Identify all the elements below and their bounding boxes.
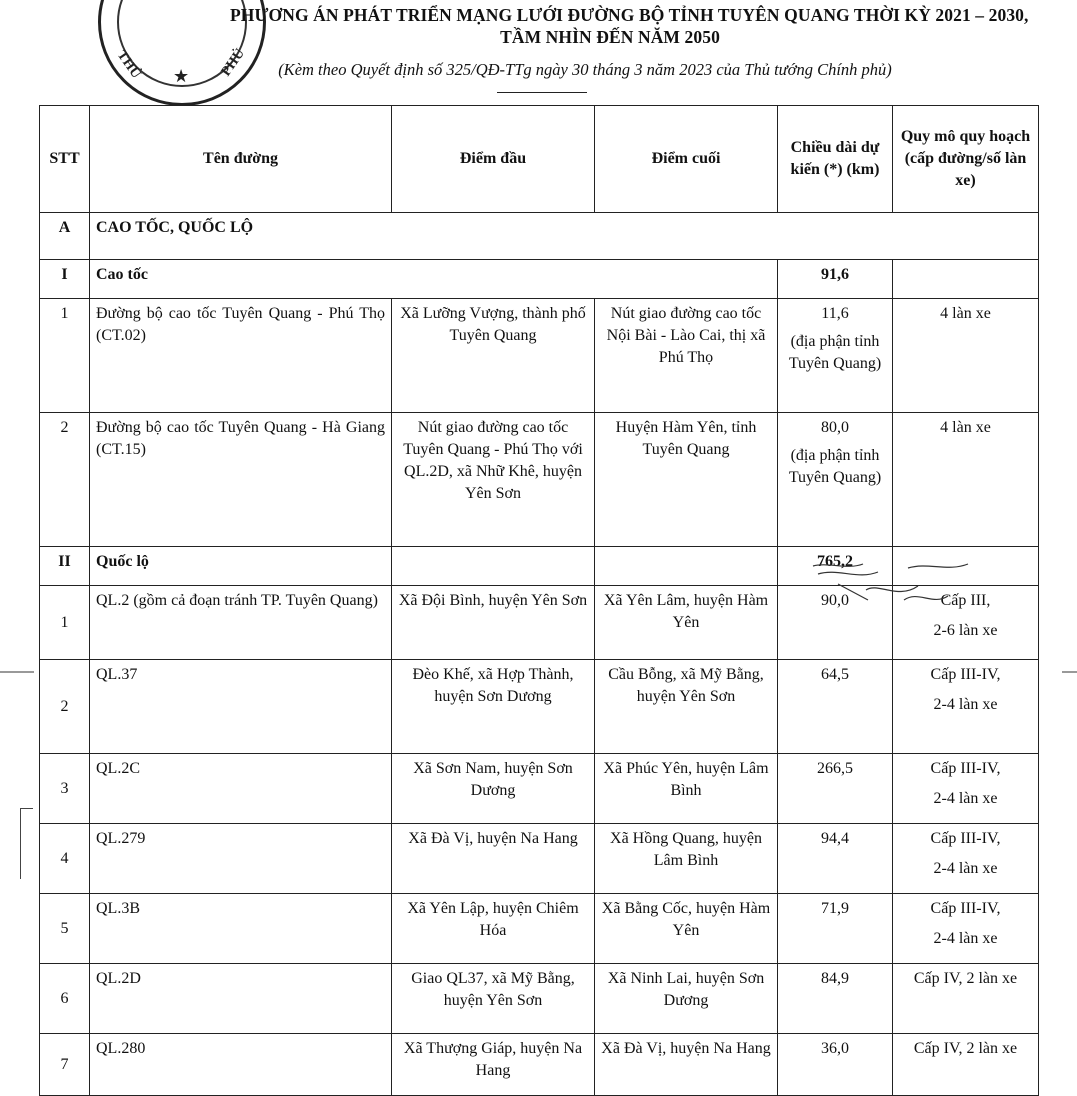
- group-national-road-row: [40, 547, 1039, 586]
- road-network-table: [39, 105, 1039, 1096]
- scale-line: Cấp III,: [940, 592, 991, 609]
- expressway-row: [40, 413, 1039, 547]
- row-end-point: Xã Phúc Yên, huyện Lâm Bình: [595, 754, 778, 824]
- star-icon: ★: [173, 66, 190, 86]
- row-length: [778, 299, 893, 413]
- national-road-row: [40, 754, 1039, 824]
- row-end-point: Xã Ninh Lai, huyện Sơn Dương: [595, 964, 778, 1034]
- group-national-road-empty-2: [595, 547, 778, 586]
- row-stt: 6: [40, 964, 90, 1034]
- row-scale: [893, 754, 1039, 824]
- scale-line: 2-4 làn xe: [933, 696, 998, 713]
- section-a-name: CAO TỐC, QUỐC LỘ: [90, 213, 1039, 260]
- row-stt: 1: [40, 299, 90, 413]
- scale-line: Cấp IV, 2 làn xe: [913, 970, 1018, 987]
- title-underline: [497, 92, 587, 93]
- row-road-name: Đường bộ cao tốc Tuyên Quang - Phú Thọ (CT.02): [90, 299, 392, 413]
- row-road-name: QL.279: [90, 824, 392, 894]
- row-start-point: Xã Thượng Giáp, huyện Na Hang: [392, 1034, 595, 1096]
- row-stt: 5: [40, 894, 90, 964]
- group-expressway-stt: I: [40, 260, 90, 299]
- length-note: (địa phận tỉnh Tuyên Quang): [788, 333, 882, 372]
- section-a-stt: A: [40, 213, 90, 260]
- scale-line: Cấp IV, 2 làn xe: [913, 1040, 1018, 1057]
- national-road-row: [40, 894, 1039, 964]
- document-subtitle: (Kèm theo Quyết định số 325/QĐ-TTg ngày 30 tháng 3 năm 2023 của Thủ tướng Chính phủ): [278, 60, 892, 79]
- row-length: 84,9: [778, 964, 893, 1034]
- scan-bracket-mark: [20, 808, 33, 879]
- section-a-row: [40, 213, 1039, 260]
- national-road-row: [40, 1034, 1039, 1096]
- row-road-name: QL.3B: [90, 894, 392, 964]
- row-stt: 1: [40, 586, 90, 660]
- row-start-point: Đèo Khế, xã Hợp Thành, huyện Sơn Dương: [392, 660, 595, 754]
- row-end-point: Xã Đà Vị, huyện Na Hang: [595, 1034, 778, 1096]
- seal-text-left: THỦ: [113, 47, 144, 82]
- row-road-name: QL.280: [90, 1034, 392, 1096]
- row-scale: [893, 964, 1039, 1034]
- row-scale: [893, 586, 1039, 660]
- row-start-point: Xã Đội Bình, huyện Yên Sơn: [392, 586, 595, 660]
- scale-line: Cấp III-IV,: [930, 760, 1001, 777]
- row-road-name: QL.2D: [90, 964, 392, 1034]
- row-end-point: Huyện Hàm Yên, tỉnh Tuyên Quang: [595, 413, 778, 547]
- group-national-road-name: Quốc lộ: [90, 547, 392, 586]
- row-end-point: Nút giao đường cao tốc Nội Bài - Lào Cai, thị xã Phú Thọ: [595, 299, 778, 413]
- row-start-point: Xã Đà Vị, huyện Na Hang: [392, 824, 595, 894]
- header-stt: STT: [40, 106, 90, 213]
- row-scale: [893, 894, 1039, 964]
- row-end-point: Xã Bằng Cốc, huyện Hàm Yên: [595, 894, 778, 964]
- scale-line: 2-6 làn xe: [933, 622, 998, 639]
- scale-line: Cấp III-IV,: [930, 666, 1001, 683]
- national-road-row: [40, 964, 1039, 1034]
- scale-line: 4 làn xe: [940, 419, 991, 436]
- row-road-name: QL.37: [90, 660, 392, 754]
- row-scale: [893, 660, 1039, 754]
- row-length: 36,0: [778, 1034, 893, 1096]
- row-road-name: QL.2C: [90, 754, 392, 824]
- row-stt: 4: [40, 824, 90, 894]
- group-expressway-name: Cao tốc: [90, 260, 778, 299]
- document-title: [230, 4, 1029, 48]
- row-start-point: Nút giao đường cao tốc Tuyên Quang - Phú Thọ với QL.2D, xã Nhữ Khê, huyện Yên Sơn: [392, 413, 595, 547]
- group-expressway-row: [40, 260, 1039, 299]
- header-end-point: Điểm cuối: [595, 106, 778, 213]
- expressway-rows: [40, 299, 1039, 547]
- header-scale: Quy mô quy hoạch (cấp đường/số làn xe): [893, 106, 1039, 213]
- title-line-2: TẦM NHÌN ĐẾN NĂM 2050: [500, 27, 720, 47]
- group-expressway-scale: [893, 260, 1039, 299]
- title-line-1: PHƯƠNG ÁN PHÁT TRIỂN MẠNG LƯỚI ĐƯỜNG BỘ TỈNH TUYÊN QUANG THỜI KỲ 2021 – 2030,: [230, 5, 1029, 25]
- length-note: (địa phận tỉnh Tuyên Quang): [788, 447, 882, 486]
- row-start-point: Xã Sơn Nam, huyện Sơn Dương: [392, 754, 595, 824]
- national-road-row: [40, 824, 1039, 894]
- scale-line: Cấp III-IV,: [930, 900, 1001, 917]
- row-length: 71,9: [778, 894, 893, 964]
- scale-line: Cấp III-IV,: [930, 830, 1001, 847]
- group-national-road-scale: [893, 547, 1039, 586]
- group-national-road-stt: II: [40, 547, 90, 586]
- row-stt: 7: [40, 1034, 90, 1096]
- left-margin-line: [0, 671, 34, 673]
- scale-line: 2-4 làn xe: [933, 860, 998, 877]
- scale-line: 2-4 làn xe: [933, 930, 998, 947]
- length-value: 80,0: [821, 419, 849, 436]
- row-stt: 2: [40, 660, 90, 754]
- group-national-road-empty-1: [392, 547, 595, 586]
- row-road-name: QL.2 (gồm cả đoạn tránh TP. Tuyên Quang): [90, 586, 392, 660]
- row-length: 64,5: [778, 660, 893, 754]
- row-start-point: Giao QL37, xã Mỹ Bằng, huyện Yên Sơn: [392, 964, 595, 1034]
- table-header-row: [40, 106, 1039, 213]
- row-length: 266,5: [778, 754, 893, 824]
- row-scale: [893, 1034, 1039, 1096]
- national-road-row: [40, 586, 1039, 660]
- row-length: 94,4: [778, 824, 893, 894]
- scale-line: 4 làn xe: [940, 305, 991, 322]
- group-expressway-length: 91,6: [778, 260, 893, 299]
- row-end-point: Xã Hồng Quang, huyện Lâm Bình: [595, 824, 778, 894]
- seal-text-right: PHỦ: [218, 46, 248, 80]
- national-road-rows: [40, 586, 1039, 1096]
- expressway-row: [40, 299, 1039, 413]
- row-road-name: Đường bộ cao tốc Tuyên Quang - Hà Giang (CT.15): [90, 413, 392, 547]
- header-length: Chiều dài dự kiến (*) (km): [778, 106, 893, 213]
- scale-line: 2-4 làn xe: [933, 790, 998, 807]
- row-end-point: Xã Yên Lâm, huyện Hàm Yên: [595, 586, 778, 660]
- row-scale: [893, 299, 1039, 413]
- row-length: [778, 413, 893, 547]
- header-start-point: Điểm đầu: [392, 106, 595, 213]
- row-start-point: Xã Yên Lập, huyện Chiêm Hóa: [392, 894, 595, 964]
- row-length: 90,0: [778, 586, 893, 660]
- row-start-point: Xã Lưỡng Vượng, thành phố Tuyên Quang: [392, 299, 595, 413]
- row-end-point: Cầu Bỗng, xã Mỹ Bằng, huyện Yên Sơn: [595, 660, 778, 754]
- row-scale: [893, 824, 1039, 894]
- national-road-row: [40, 660, 1039, 754]
- right-margin-line: [1062, 671, 1077, 673]
- row-stt: 3: [40, 754, 90, 824]
- group-national-road-length: 765,2: [778, 547, 893, 586]
- length-value: 11,6: [821, 305, 849, 322]
- header-road-name: Tên đường: [90, 106, 392, 213]
- row-scale: [893, 413, 1039, 547]
- row-stt: 2: [40, 413, 90, 547]
